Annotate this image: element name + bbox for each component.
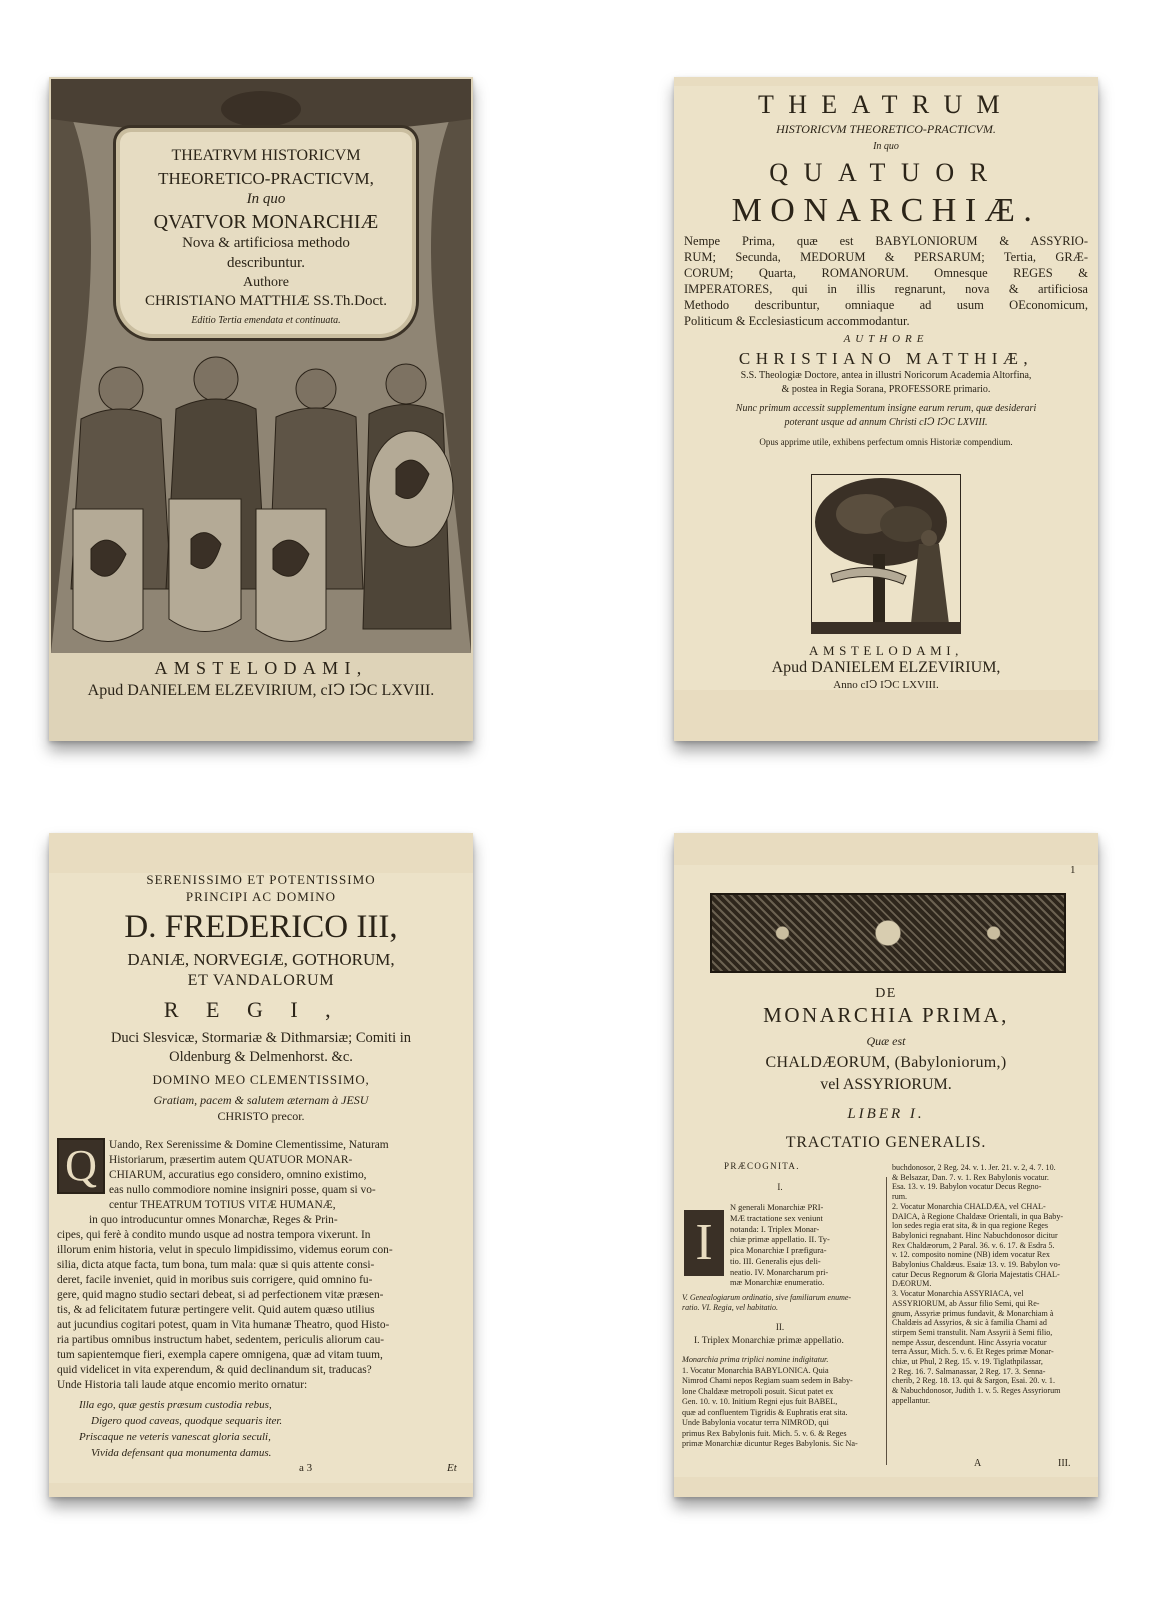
right-col xyxy=(892,1163,1063,1406)
right-col-line: nempe Assur, descendunt. Hinc Assyria vocatur xyxy=(892,1337,1047,1347)
dedication-dropcap: Q xyxy=(57,1138,105,1194)
title-page-card[interactable] xyxy=(674,77,1098,741)
left-col-line: pica Monarchiæ I præfigura- xyxy=(730,1246,827,1255)
dedication-line-4: ET VANDALORUM xyxy=(187,972,335,989)
cartouche-line-2: THEORETICO-PRACTICVM, xyxy=(158,169,374,188)
left-col-line: V. Genealogiarum ordinatio, sive familiarum enume- xyxy=(682,1293,852,1302)
dedication-card[interactable] xyxy=(49,833,473,1497)
headpiece-ornament xyxy=(710,893,1066,973)
dedication-body-line: silia, dicta atque facta, tum bona, tum mala: quæ si quis attente consi- xyxy=(57,1259,375,1271)
cartouche-line-1: THEATRVM HISTORICVM xyxy=(171,147,361,164)
dedication-name: D. FREDERICO III, xyxy=(124,909,398,945)
chapter-quae-est: Quæ est xyxy=(866,1034,906,1048)
title-desc-line-6: Politicum & Ecclesiasticum accommodantur. xyxy=(684,314,910,328)
left-col-line: primæ Monarchiæ dicuntur Reges Babylonis. Sic Na- xyxy=(682,1439,858,1448)
dedication-verse-line: Vivida defensant qua monumenta damus. xyxy=(91,1447,272,1459)
cartouche-line-8: CHRISTIANO MATTHIÆ SS.Th.Doct. xyxy=(144,293,388,309)
dedication-body-line: Uando, Rex Serenissime & Domine Clementissime, Naturam xyxy=(109,1139,389,1151)
left-col-line: Monarchia prima triplici nomine indigitatur. xyxy=(682,1355,829,1364)
cartouche-line-3: In quo xyxy=(246,191,286,207)
dedication-body-line: deret, facile inveniet, quid in moribus suis corrigere, quid omnino fu- xyxy=(57,1274,373,1286)
right-col-line: & Belsazar, Dan. 7. v. 1. Rex Babylonis vocatur. xyxy=(892,1172,1049,1182)
right-col-line: Esa. 13. v. 19. Babylon vocatur Decus Regno- xyxy=(892,1182,1042,1192)
dedication-regi: REGI, xyxy=(163,997,359,1022)
dedication-verse-line: Digero quod caveas, quodque sequaris iter. xyxy=(91,1415,283,1427)
dedication-body-line: Historiarum, præsertim autem QUATUOR MONAR- xyxy=(109,1154,353,1166)
chapter-praecognita: PRÆCOGNITA. xyxy=(724,1161,800,1171)
dedication-verse-line: Priscaque ne veteris vanescat gloria seculi, xyxy=(79,1431,271,1443)
right-col-line: gnum, Assyriæ primus fundavit, & Monarchiam à xyxy=(892,1308,1054,1318)
chapter-line-3: vel ASSYRIORUM. xyxy=(820,1076,952,1093)
dedication-line-6: Oldenburg & Delmenhorst. &c. xyxy=(169,1049,353,1065)
dedication-body-line: CHIARUM, accuratius ego considero, omnino existimo, xyxy=(109,1169,367,1181)
title-author-line-2: & postea in Regia Sorana, PROFESSORE primario. xyxy=(781,384,991,395)
dedication-body-line: gere, quid magno studio sectari debeat, si ad perfectionem vitæ præsen- xyxy=(57,1289,384,1301)
title-nunc-line-1: Nunc primum accessit supplementum insigne earum rerum, quæ desiderari xyxy=(735,403,1037,414)
right-col-line: catur Decus Regnorum & Gloria Majestatis CHAL- xyxy=(892,1269,1060,1279)
title-opus: Opus apprime utile, exhibens perfectum omnis Historiæ compendium. xyxy=(759,437,1013,447)
dedication-body-line: tis, & ad felicitatem futuræ pertingere velit. Quid autem quæso utilius xyxy=(57,1304,375,1316)
right-col-line: lon sedes regia erat sita, & in qua regione Reges xyxy=(892,1221,1048,1231)
dedication-line-2: PRINCIPI AC DOMINO xyxy=(185,889,337,904)
cartouche-line-7: Authore xyxy=(243,275,289,290)
right-col-line: Babylonius Chaldæus. Esaiæ 13. v. 19. Babylon vo- xyxy=(892,1260,1061,1270)
dedication-line-1: SERENISSIMO ET POTENTISSIMO xyxy=(146,873,376,887)
title-page xyxy=(674,86,1098,690)
right-col-line: buchdonosor, 2 Reg. 24. v. 1. Jer. 21. v. 2, 4. 7. 10. xyxy=(892,1163,1056,1172)
right-col-line: chiæ, ut Phul, 2 Reg. 15. v. 19. Tiglathpilassar, xyxy=(892,1357,1043,1367)
left-col-line: N generali Monarchiæ PRI- xyxy=(730,1203,824,1212)
left-col-line: primus Rex Babylonis fuit. Mich. 5. v. 6. & Reges xyxy=(682,1428,847,1438)
title-desc-line-5: Methodo describuntur, omniaque ad usum OEconomicum, xyxy=(684,298,1088,312)
right-col-line: & Nabuchdonosor, Judith 1. v. 5. Reges Assyriorum xyxy=(892,1386,1061,1396)
right-col-line: stirpem Semi transtulit. Nam Assyrii à Semi filio, xyxy=(892,1327,1053,1337)
chapter-section-ii: II. xyxy=(775,1322,785,1332)
column-rule xyxy=(886,1177,887,1465)
dedication-body-line: quid videlicet in vita experendum, & quid declinandum sit, traducas? xyxy=(57,1364,372,1376)
chapter-section-i: I. xyxy=(777,1182,783,1192)
right-col-line: Babylonici regnabant. Hinc Nabuchdonosor dicitur xyxy=(892,1230,1058,1240)
chapter-page-number: 1 xyxy=(1070,865,1076,876)
left-col-line: MÆ tractatione sex veniunt xyxy=(730,1213,823,1223)
chapter-section-ii-title: I. Triplex Monarchiæ primæ appellatio. xyxy=(694,1336,844,1346)
title-subtitle: HISTORICVM THEORETICO-PRACTICVM. xyxy=(776,122,996,136)
cartouche-line-6: describuntur. xyxy=(227,255,305,271)
dedication-line-7: DOMINO MEO CLEMENTISSIMO, xyxy=(152,1072,370,1087)
dedication-verse-line: Illa ego, quæ gestis præsum custodia rebus, xyxy=(79,1399,272,1411)
title-author-line-1: S.S. Theologiæ Doctore, antea in illustri Noricorum Academia Altorfina, xyxy=(740,370,1032,381)
dedication-body-line: cipes, qui ferè à condito mundo usque ad nostra tempora vixerunt. In xyxy=(57,1229,371,1241)
cartouche-line-5: Nova & artificiosa methodo xyxy=(182,235,350,251)
right-col-line: Rex Chaldæorum, 2 Paral. 36. v. 6. 17. & Esdra 5. xyxy=(892,1240,1055,1250)
right-col-line: ASSYRIORUM, ab Assur filio Semi, qui Re- xyxy=(892,1298,1040,1308)
right-col-line: terra Assur, Mich. 5. v. 6. Et Reges primæ Monar- xyxy=(892,1347,1054,1357)
right-col-line: 3. Vocatur Monarchia ASSYRIACA, vel xyxy=(892,1289,1024,1299)
chapter-catchword: III. xyxy=(1058,1458,1071,1469)
title-desc-line-3: CORUM; Quarta, ROMANORUM. Omnesque REGES & xyxy=(684,266,1088,280)
left-col-line: ratio. VI. Regia, vel habitatio. xyxy=(682,1303,778,1313)
title-imprint-publisher: Apud DANIELEM ELZEVIRIUM, xyxy=(771,659,1001,676)
title-in-quo: In quo xyxy=(873,141,899,152)
chapter-title: MONARCHIA PRIMA, xyxy=(763,1003,1009,1027)
dedication-line-5: Duci Slesvicæ, Stormariæ & Dithmarsiæ; Comiti in xyxy=(110,1030,412,1046)
four-monarchs-figures xyxy=(51,329,471,659)
left-col-line: chiæ primæ appellatio. II. Ty- xyxy=(730,1235,830,1245)
left-col-line: quæ ad confluentem Tigridis & Euphratis erat sita. xyxy=(682,1407,848,1417)
title-authore: AUTHORE xyxy=(843,333,929,345)
frontispiece-imprint-publisher: Apud DANIELEM ELZEVIRIUM, cIↃ IↃC LXVIII. xyxy=(87,682,435,699)
frontispiece-imprint-city: AMSTELODAMI, xyxy=(154,658,368,678)
right-col-line: DÆORUM. xyxy=(892,1279,932,1289)
left-col-line: neatio. IV. Monarcharum pri- xyxy=(730,1267,829,1277)
dedication-page xyxy=(49,873,473,1483)
dedication-line-9: CHRISTO precor. xyxy=(217,1109,305,1123)
left-col-line: mæ Monarchiæ enumeratio. xyxy=(730,1278,825,1288)
cartouche-line-9: Editio Tertia emendata et continuata. xyxy=(191,315,341,326)
cartouche-line-4: QVATVOR MONARCHIÆ xyxy=(153,211,379,233)
left-col-line: Nimrod Chami nepos Regiam suam sedem in Baby- xyxy=(682,1376,853,1385)
engraving xyxy=(51,79,471,653)
dedication-body-line: illorum enim historia, velut in speculo limpidissimo, videmus eorum con- xyxy=(57,1244,393,1256)
dedication-body-line: eas nullo commodiore nomine insigniri posse, quam si vo- xyxy=(109,1184,376,1196)
dedication-body-line: tum sapientemque fieri, exempla capere omnigena, quæ ad vitam tuum, xyxy=(57,1349,383,1361)
right-col-line: DAICA, à Regione Chaldææ Orientali, in qua Baby- xyxy=(892,1211,1064,1221)
right-col-line: 2. Vocatur Monarchia CHALDÆA, vel CHAL- xyxy=(892,1201,1046,1211)
chapter-card[interactable] xyxy=(674,833,1098,1497)
right-col-line: v. 12. composito nomine (NB) idem vocatur Rex xyxy=(892,1250,1050,1260)
title-cartouche xyxy=(113,125,419,341)
dedication-line-3: DANIÆ, NORVEGIÆ, GOTHORUM, xyxy=(127,950,395,969)
left-col-b xyxy=(682,1293,851,1313)
left-col-line: notanda: I. Triplex Monar- xyxy=(730,1224,820,1234)
left-col-line: tio. III. Generalis ejus deli- xyxy=(730,1256,821,1266)
right-col-line: appellantur. xyxy=(892,1395,930,1405)
title-desc-line-2: RUM; Secunda, MEDORUM & PERSARUM; Tertia, GRÆ- xyxy=(684,250,1088,264)
chapter-line-2: CHALDÆORUM, (Babyloniorum,) xyxy=(765,1054,1007,1071)
frontispiece-page xyxy=(49,77,473,741)
title-desc-line-1: Nempe Prima, quæ est BABYLONIORUM & ASSYRIO- xyxy=(684,234,1088,248)
left-col-line: Gen. 10. v. 10. Initium Regni ejus fuit BABEL, xyxy=(682,1397,838,1406)
chapter-tractatio: TRACTATIO GENERALIS. xyxy=(785,1134,987,1151)
title-desc-line-4: IMPERATORES, qui in illis regnarunt, nova & artificiosa xyxy=(684,282,1088,296)
right-col-line: Chaldæis ad Assyrios, & sic à familia Chami ad xyxy=(892,1318,1047,1328)
left-col-c xyxy=(682,1355,858,1450)
dedication-line-8: Gratiam, pacem & salutem æternam à JESU xyxy=(153,1093,369,1107)
chapter-liber: LIBER I. xyxy=(847,1106,925,1122)
chapter-de: DE xyxy=(875,986,897,1001)
frontispiece-card[interactable] xyxy=(49,77,473,741)
title-author: CHRISTIANO MATTHIÆ, xyxy=(738,349,1034,368)
left-col-a xyxy=(730,1203,830,1289)
dedication-body-line: aut jucundius cogitari potest, quam in Vita humanæ Theatro, quod Histo- xyxy=(57,1319,390,1331)
dedication-body-line: ria partibus omnibus instructum habet, sedentem, periculis aliorum cau- xyxy=(57,1334,385,1346)
title-nunc-line-2: poterant usque ad annum Christi cIↃ IↃC LXVIII. xyxy=(784,417,988,428)
chapter-signature: A xyxy=(974,1458,982,1469)
title-theatrum: THEATRUM xyxy=(758,90,1014,119)
printers-device-tree xyxy=(811,474,961,634)
right-col-line: rum. xyxy=(892,1192,908,1202)
title-quatuor: QUATUOR xyxy=(769,158,1003,187)
dedication-body-line: centur THEATRUM TOTIUS VITÆ HUMANÆ, xyxy=(109,1199,336,1211)
chapter-dropcap: I xyxy=(684,1210,724,1276)
dedication-body-line: Unde Historia tali laude atque encomio merito ornatur: xyxy=(57,1379,308,1391)
chapter-page xyxy=(674,865,1098,1477)
dedication-body-line: in quo introducuntur omnes Monarchæ, Reges & Prin- xyxy=(89,1214,338,1226)
right-col-line: 2 Reg. 16. 7. Salmanassar, 2 Reg. 17. 3. Senna- xyxy=(892,1366,1046,1376)
right-col-line: cherib, 2 Reg. 18. 13. qui & Sargon, Esai. 20. v. 1. xyxy=(892,1376,1055,1386)
dedication-catchword: Et xyxy=(447,1462,457,1474)
left-col-line: lone Chaldææ metropoli posuit. Sicut patet ex xyxy=(682,1386,834,1396)
title-imprint-year: Anno cIↃ IↃC LXVIII. xyxy=(833,679,939,690)
title-imprint-city: AMSTELODAMI, xyxy=(809,643,963,658)
title-monarchiae: MONARCHIÆ. xyxy=(731,192,1041,229)
dedication-signature: a 3 xyxy=(299,1462,313,1474)
left-col-line: Unde Babylonia vocatur terra NIMROD, qui xyxy=(682,1418,829,1427)
left-col-line: 1. Vocatur Monarchia BABYLONICA. Quia xyxy=(682,1365,829,1375)
